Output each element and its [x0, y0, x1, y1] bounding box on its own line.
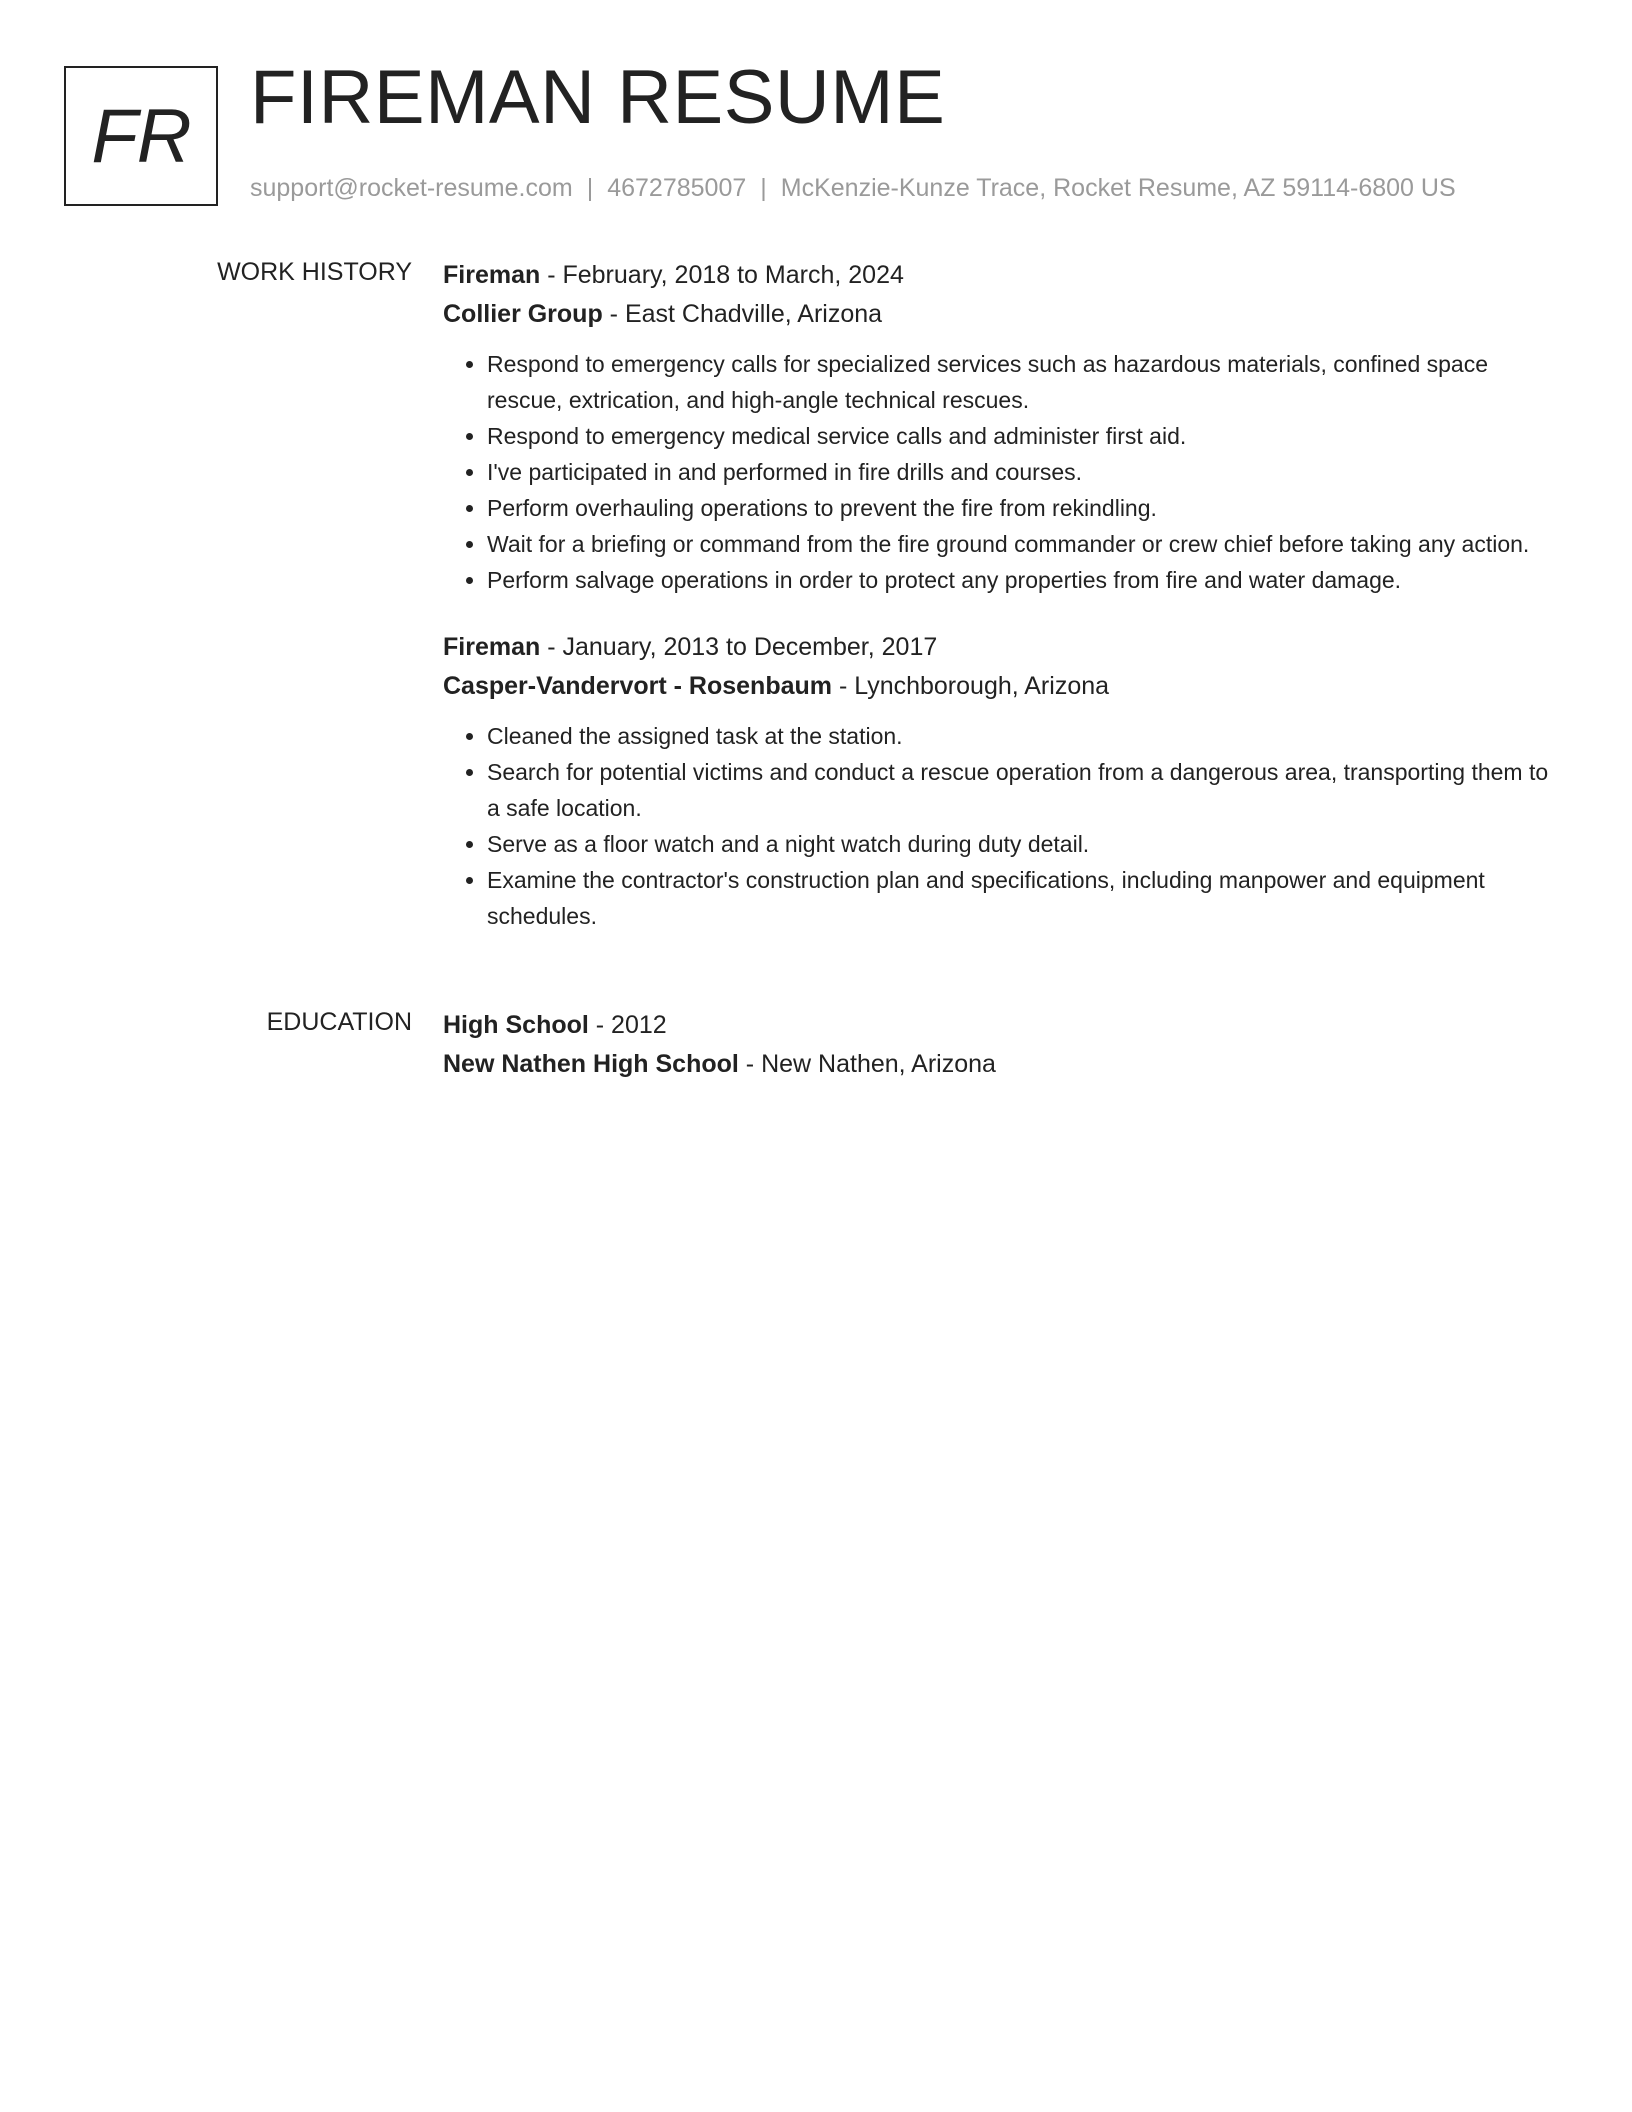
job-title: Fireman [443, 633, 541, 661]
education-degree: High School [443, 1011, 589, 1039]
job-title-line [443, 628, 1563, 667]
education-degree-line [443, 1006, 1563, 1045]
section-label-education: EDUCATION [266, 1008, 412, 1036]
contact-phone[interactable]: 4672785007 [607, 174, 747, 202]
job-bullet: • Respond to emergency calls for specialized services such as hazardous materials, confined space rescue, extrication, and high-angle technical rescues. [487, 346, 1563, 418]
job-bullet: • Serve as a floor watch and a night watch during duty detail. [487, 826, 1563, 862]
job-bullet: • Wait for a briefing or command from the fire ground commander or crew chief before taking any action. [487, 526, 1563, 562]
job-entry [443, 628, 1563, 934]
contact-separator: | [760, 174, 767, 202]
section-label-work-history: WORK HISTORY [217, 258, 412, 286]
job-company-line [443, 667, 1563, 706]
job-company-line [443, 295, 1563, 334]
job-dates: - February, 2018 to March, 2024 [540, 261, 904, 289]
job-dates: - January, 2013 to December, 2017 [540, 633, 938, 661]
job-company: Collier Group [443, 300, 603, 328]
resume-title: FIREMAN RESUME [250, 55, 946, 140]
education-body [443, 1006, 1563, 1084]
job-bullet: • I've participated in and performed in fire drills and courses. [487, 454, 1563, 490]
job-title: Fireman [443, 261, 541, 289]
job-bullet: • Search for potential victims and conduct a rescue operation from a dangerous area, transporting them to a safe location. [487, 754, 1563, 826]
job-location: - East Chadville, Arizona [602, 300, 883, 328]
job-bullet: • Respond to emergency medical service calls and administer first aid. [487, 418, 1563, 454]
job-bullet: • Perform salvage operations in order to protect any properties from fire and water damage. [487, 562, 1563, 598]
job-location: - Lynchborough, Arizona [832, 672, 1110, 700]
job-bullet: • Perform overhauling operations to prevent the fire from rekindling. [487, 490, 1563, 526]
education-location: - New Nathen, Arizona [738, 1050, 996, 1078]
job-entry [443, 256, 1563, 598]
job-title-line [443, 256, 1563, 295]
job-company: Casper-Vandervort - Rosenbaum [443, 672, 832, 700]
contact-email[interactable]: support@rocket-resume.com [250, 174, 573, 202]
contact-address: McKenzie-Kunze Trace, Rocket Resume, AZ 59114-6800 US [780, 174, 1456, 202]
education-school-line [443, 1045, 1563, 1084]
contact-line [250, 174, 1456, 203]
job-bullets [443, 718, 1563, 934]
education-school: New Nathen High School [443, 1050, 739, 1078]
contact-separator: | [586, 174, 594, 202]
monogram-logo: FR [64, 66, 218, 206]
job-bullets [443, 346, 1563, 598]
job-bullet: • Examine the contractor's construction plan and specifications, including manpower and equipment schedules. [487, 862, 1563, 934]
work-history-body [443, 256, 1563, 934]
job-bullet: • Cleaned the assigned task at the station. [487, 718, 1563, 754]
education-year: - 2012 [588, 1011, 667, 1039]
